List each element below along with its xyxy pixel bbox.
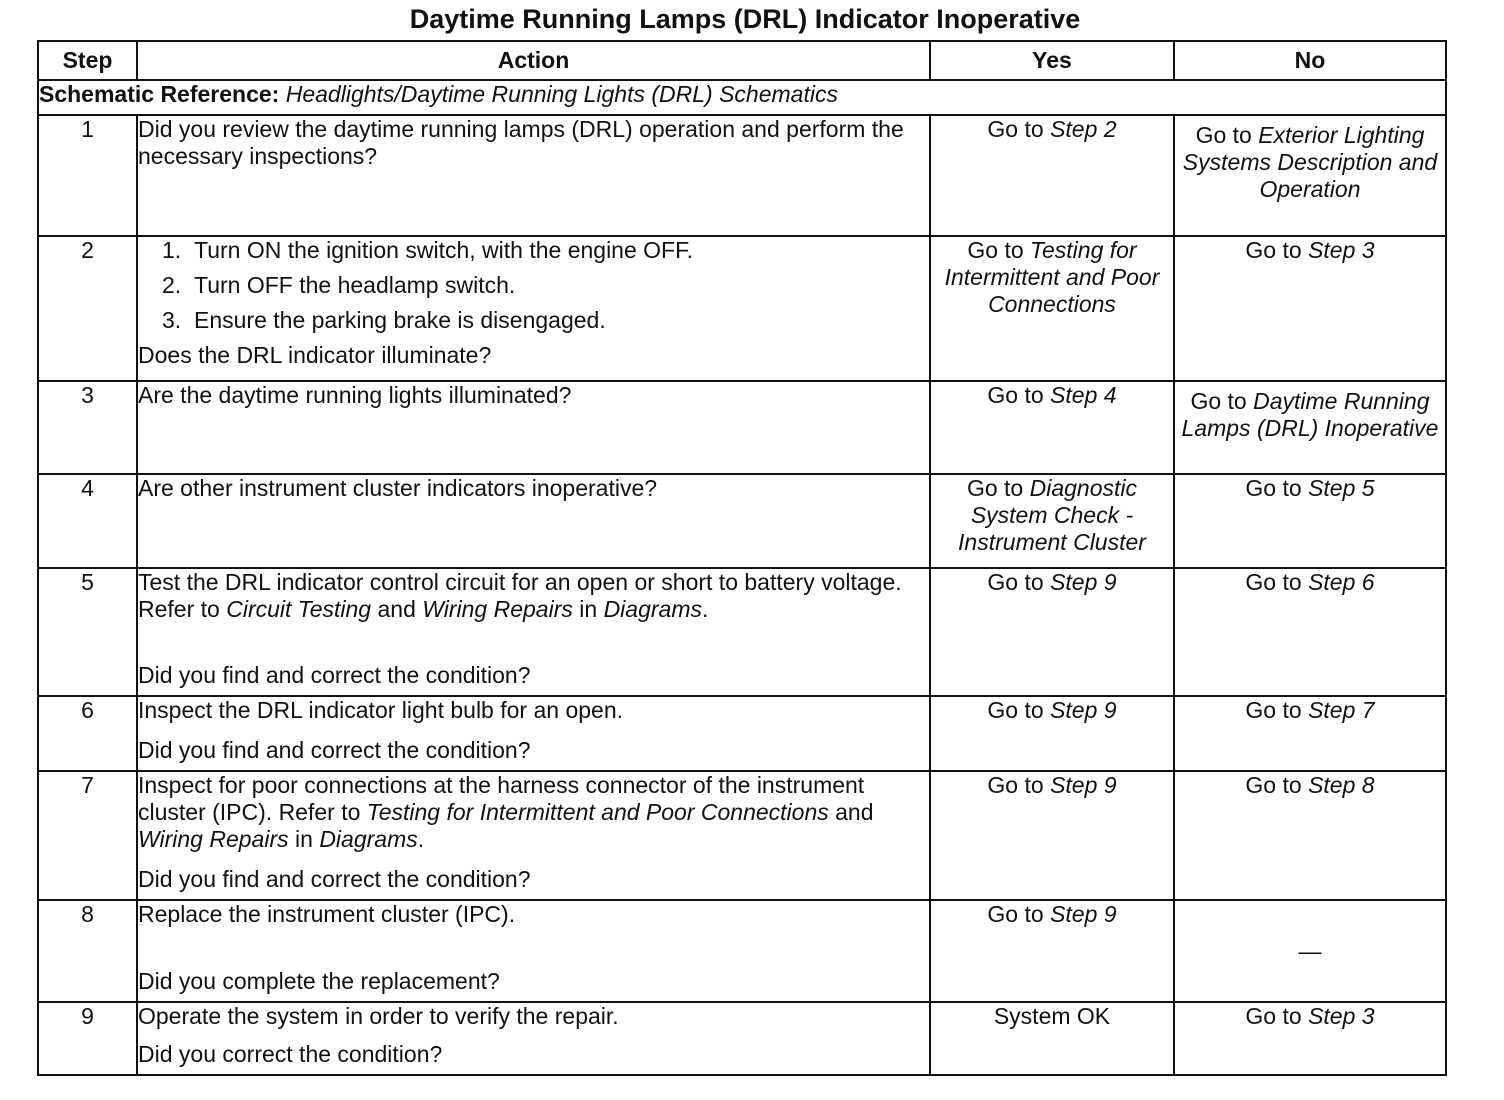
yes-prefix: Go to <box>966 475 1024 501</box>
yes-link[interactable]: Step 9 <box>1050 901 1117 927</box>
table-row <box>38 900 1446 1002</box>
action-text: Are the daytime running lights illuminated? <box>138 382 572 408</box>
no-cell <box>1174 696 1446 771</box>
no-link[interactable]: Step 3 <box>1308 1003 1375 1029</box>
no-link[interactable]: Step 7 <box>1308 697 1375 723</box>
no-link[interactable]: Step 3 <box>1308 237 1375 263</box>
step-number: 6 <box>38 696 137 771</box>
substep: 2. Turn OFF the headlamp switch. <box>162 272 516 298</box>
yes-link[interactable]: Step 9 <box>1050 772 1117 798</box>
wiring-repairs-link[interactable]: Wiring Repairs <box>422 596 573 622</box>
yes-cell <box>930 236 1174 381</box>
header-yes: Yes <box>930 41 1174 80</box>
diagrams-link[interactable]: Diagrams <box>603 596 702 622</box>
yes-cell <box>930 900 1174 1002</box>
yes-cell <box>930 696 1174 771</box>
action-question: Did you complete the replacement? <box>138 968 500 994</box>
action-question: Did you correct the condition? <box>138 1041 443 1067</box>
no-cell <box>1174 236 1446 381</box>
action-question: Did you find and correct the condition? <box>138 866 531 892</box>
header-no: No <box>1174 41 1446 80</box>
yes-cell <box>930 115 1174 236</box>
no-link[interactable]: Step 8 <box>1308 772 1375 798</box>
page-title: Daytime Running Lamps (DRL) Indicator Inoperative <box>409 4 1081 34</box>
action-text: Did you review the daytime running lamps (DRL) operation and perform the necessary inspections? <box>138 116 904 169</box>
substep: 1. Turn ON the ignition switch, with the engine OFF. <box>162 237 693 263</box>
action-cell <box>137 115 930 236</box>
table-row <box>38 568 1446 696</box>
yes-prefix: Go to <box>987 901 1044 927</box>
no-link[interactable]: Exterior Lighting Systems Description and Operation <box>1182 122 1438 202</box>
no-cell <box>1174 1002 1446 1075</box>
action-question: Did you find and correct the condition? <box>138 737 531 763</box>
yes-prefix: Go to <box>987 382 1044 408</box>
step-number: 9 <box>38 1002 137 1075</box>
no-prefix: Go to <box>1245 772 1302 798</box>
testing-intermittent-link[interactable]: Testing for Intermittent and Poor Connections <box>366 799 829 825</box>
yes-prefix: Go to <box>987 697 1044 723</box>
action-cell <box>137 474 930 568</box>
no-prefix: Go to <box>1245 1003 1302 1029</box>
yes-link[interactable]: Testing for Intermittent and Poor Connections <box>944 237 1160 317</box>
table-row <box>38 236 1446 381</box>
yes-link[interactable]: Step 4 <box>1050 382 1117 408</box>
no-cell <box>1174 771 1446 900</box>
header-step: Step <box>38 41 137 80</box>
action-text: Are other instrument cluster indicators inoperative? <box>138 475 658 501</box>
action-text: Inspect the DRL indicator light bulb for an open. <box>138 697 623 723</box>
schematic-reference <box>38 80 1446 115</box>
yes-cell <box>930 381 1174 474</box>
action-cell <box>137 1002 930 1075</box>
no-prefix: Go to <box>1245 697 1302 723</box>
no-dash: — <box>1298 937 1322 964</box>
yes-prefix: Go to <box>967 237 1024 263</box>
no-prefix: Go to <box>1190 388 1247 414</box>
header-action: Action <box>137 41 930 80</box>
yes-prefix: Go to <box>987 772 1044 798</box>
no-prefix: Go to <box>1195 122 1252 148</box>
action-cell <box>137 568 930 696</box>
no-cell <box>1174 381 1446 474</box>
wiring-repairs-link[interactable]: Wiring Repairs <box>138 826 289 852</box>
header-row <box>38 41 1446 80</box>
no-cell <box>1174 568 1446 696</box>
no-link[interactable]: Step 5 <box>1308 475 1375 501</box>
circuit-testing-link[interactable]: Circuit Testing <box>226 596 372 622</box>
yes-link[interactable]: Step 9 <box>1050 697 1117 723</box>
schematic-label: Schematic Reference: <box>39 81 280 107</box>
yes-cell <box>930 568 1174 696</box>
action-question: Did you find and correct the condition? <box>138 662 531 688</box>
table-row <box>38 696 1446 771</box>
action-text: Test the DRL indicator control circuit for an open or short to battery voltage. Refer to Circuit Testing and Wiring Repairs in Diagrams. <box>138 569 902 622</box>
step-number: 7 <box>38 771 137 900</box>
step-number: 8 <box>38 900 137 1002</box>
diagrams-link[interactable]: Diagrams <box>319 826 418 852</box>
step-number: 3 <box>38 381 137 474</box>
yes-cell <box>930 771 1174 900</box>
action-cell <box>137 771 930 900</box>
table-row <box>38 474 1446 568</box>
yes-link[interactable]: Diagnostic System Check - Instrument Cluster <box>958 475 1146 555</box>
table-row <box>38 771 1446 900</box>
no-link[interactable]: Step 6 <box>1308 569 1375 595</box>
action-question: Does the DRL indicator illuminate? <box>138 342 492 368</box>
no-prefix: Go to <box>1245 475 1302 501</box>
table-row <box>38 381 1446 474</box>
system-ok: System OK <box>993 1003 1111 1029</box>
no-cell <box>1174 474 1446 568</box>
diagnostic-table <box>37 40 1447 1076</box>
table-row <box>38 1002 1446 1075</box>
yes-prefix: Go to <box>987 569 1044 595</box>
step-number: 2 <box>38 236 137 381</box>
no-cell <box>1174 115 1446 236</box>
table-row <box>38 115 1446 236</box>
yes-prefix: Go to <box>987 116 1044 142</box>
no-cell <box>1174 900 1446 1002</box>
no-prefix: Go to <box>1245 237 1302 263</box>
step-number: 4 <box>38 474 137 568</box>
action-cell <box>137 381 930 474</box>
step-number: 5 <box>38 568 137 696</box>
no-prefix: Go to <box>1245 569 1302 595</box>
action-cell <box>137 236 930 381</box>
yes-cell <box>930 474 1174 568</box>
substep-list <box>138 237 929 334</box>
no-link[interactable]: Daytime Running Lamps (DRL) Inoperative <box>1181 388 1439 441</box>
action-text: Replace the instrument cluster (IPC). <box>138 901 516 927</box>
step-number: 1 <box>38 115 137 236</box>
action-text: Operate the system in order to verify the repair. <box>138 1003 619 1029</box>
schematic-row <box>38 80 1446 115</box>
action-cell <box>137 696 930 771</box>
substep: 3. Ensure the parking brake is disengaged. <box>162 307 606 333</box>
yes-link[interactable]: Step 2 <box>1050 116 1117 142</box>
schematic-link[interactable]: Headlights/Daytime Running Lights (DRL) Schematics <box>285 81 838 107</box>
action-text: Inspect for poor connections at the harness connector of the instrument cluster (IPC). Refer to Testing for Intermittent and Poor Connections and Wiring Repairs in Diagrams. <box>138 772 874 852</box>
yes-cell <box>930 1002 1174 1075</box>
yes-link[interactable]: Step 9 <box>1050 569 1117 595</box>
action-cell <box>137 900 930 1002</box>
